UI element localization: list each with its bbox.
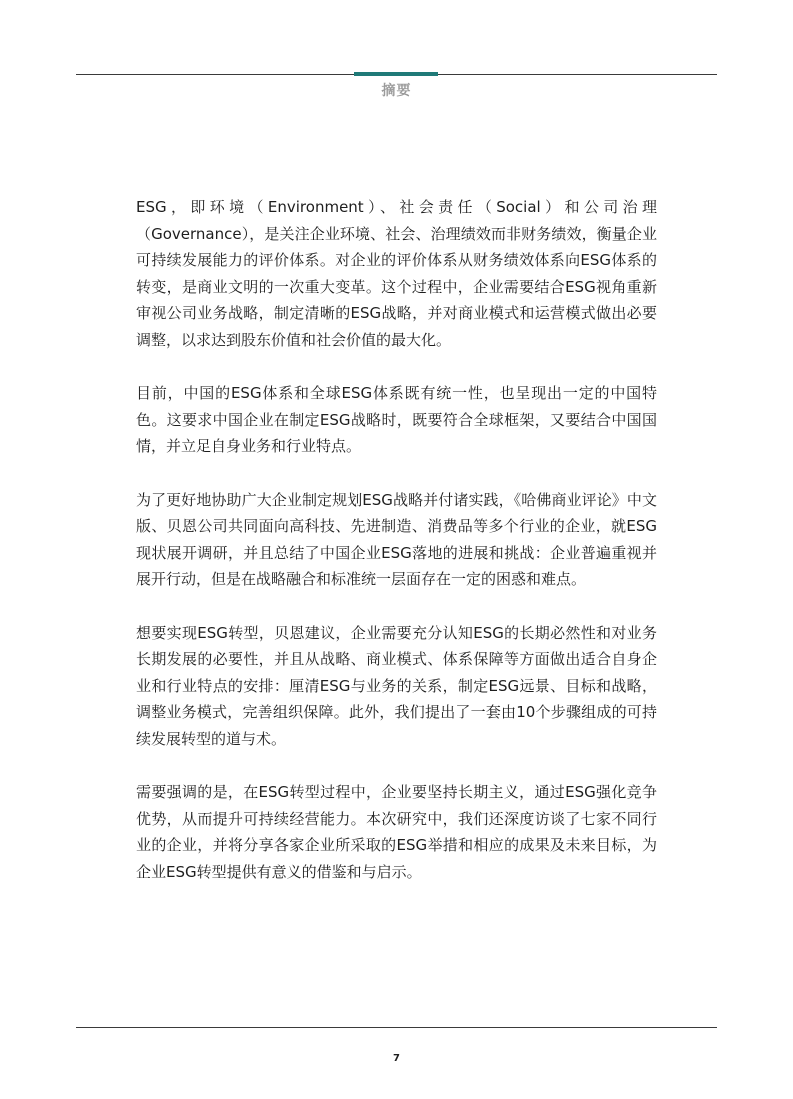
section-title: 摘要 <box>381 83 412 99</box>
header-accent-bar <box>354 72 438 76</box>
page-number: 7 <box>393 1053 400 1064</box>
paragraph-long-termism: 需要强调的是，在ESG转型过程中，企业要坚持长期主义，通过ESG强化竞争优势，从而提升可持续经营能力。本次研究中，我们还深度访谈了七家不同行业的企业，并将分享各家企业所采取的ESG举措和相应的成果及未来目标，为企业ESG转型提供有意义的借鉴和与启示。 <box>136 783 657 881</box>
paragraph-esg-definition: ESG，即环境（Environment）、社会责任（Social）和公司治理（Governance），是关注企业环境、社会、治理绩效而非财务绩效，衡量企业可持续发展能力的评价体系。对企业的评价体系从财务绩效体系向ESG体系的转变，是商业文明的一次重大变革。这个过程中，企业需要结合ESG视角重新审视公司业务战略，制定清晰的ESG战略，并对商业模式和运营模式做出必要调整，以求达到股东价值和社会价值的最大化。 <box>136 198 657 349</box>
footer-divider <box>76 1027 717 1028</box>
paragraph-china-characteristics: 目前，中国的ESG体系和全球ESG体系既有统一性，也呈现出一定的中国特色。这要求中国企业在制定ESG战略时，既要符合全球框架，又要结合中国国情，并立足自身业务和行业特点。 <box>136 384 657 455</box>
body-text <box>136 194 657 912</box>
paragraph-research-survey: 为了更好地协助广大企业制定规划ESG战略并付诸实践，《哈佛商业评论》中文版、贝恩公司共同面向高科技、先进制造、消费品等多个行业的企业，就ESG现状展开调研，并且总结了中国企业ESG落地的进展和挑战：企业普遍重视并展开行动，但是在战略融合和标准统一层面存在一定的困惑和难点。 <box>136 490 657 588</box>
paragraph-transformation-advice: 想要实现ESG转型，贝恩建议，企业需要充分认知ESG的长期必然性和对业务长期发展的必要性，并且从战略、商业模式、体系保障等方面做出适合自身企业和行业特点的安排：厘清ESG与业务的关系，制定ESG远景、目标和战略，调整业务模式，完善组织保障。此外，我们提出了一套由10个步骤组成的可持续发展转型的道与术。 <box>136 623 657 748</box>
